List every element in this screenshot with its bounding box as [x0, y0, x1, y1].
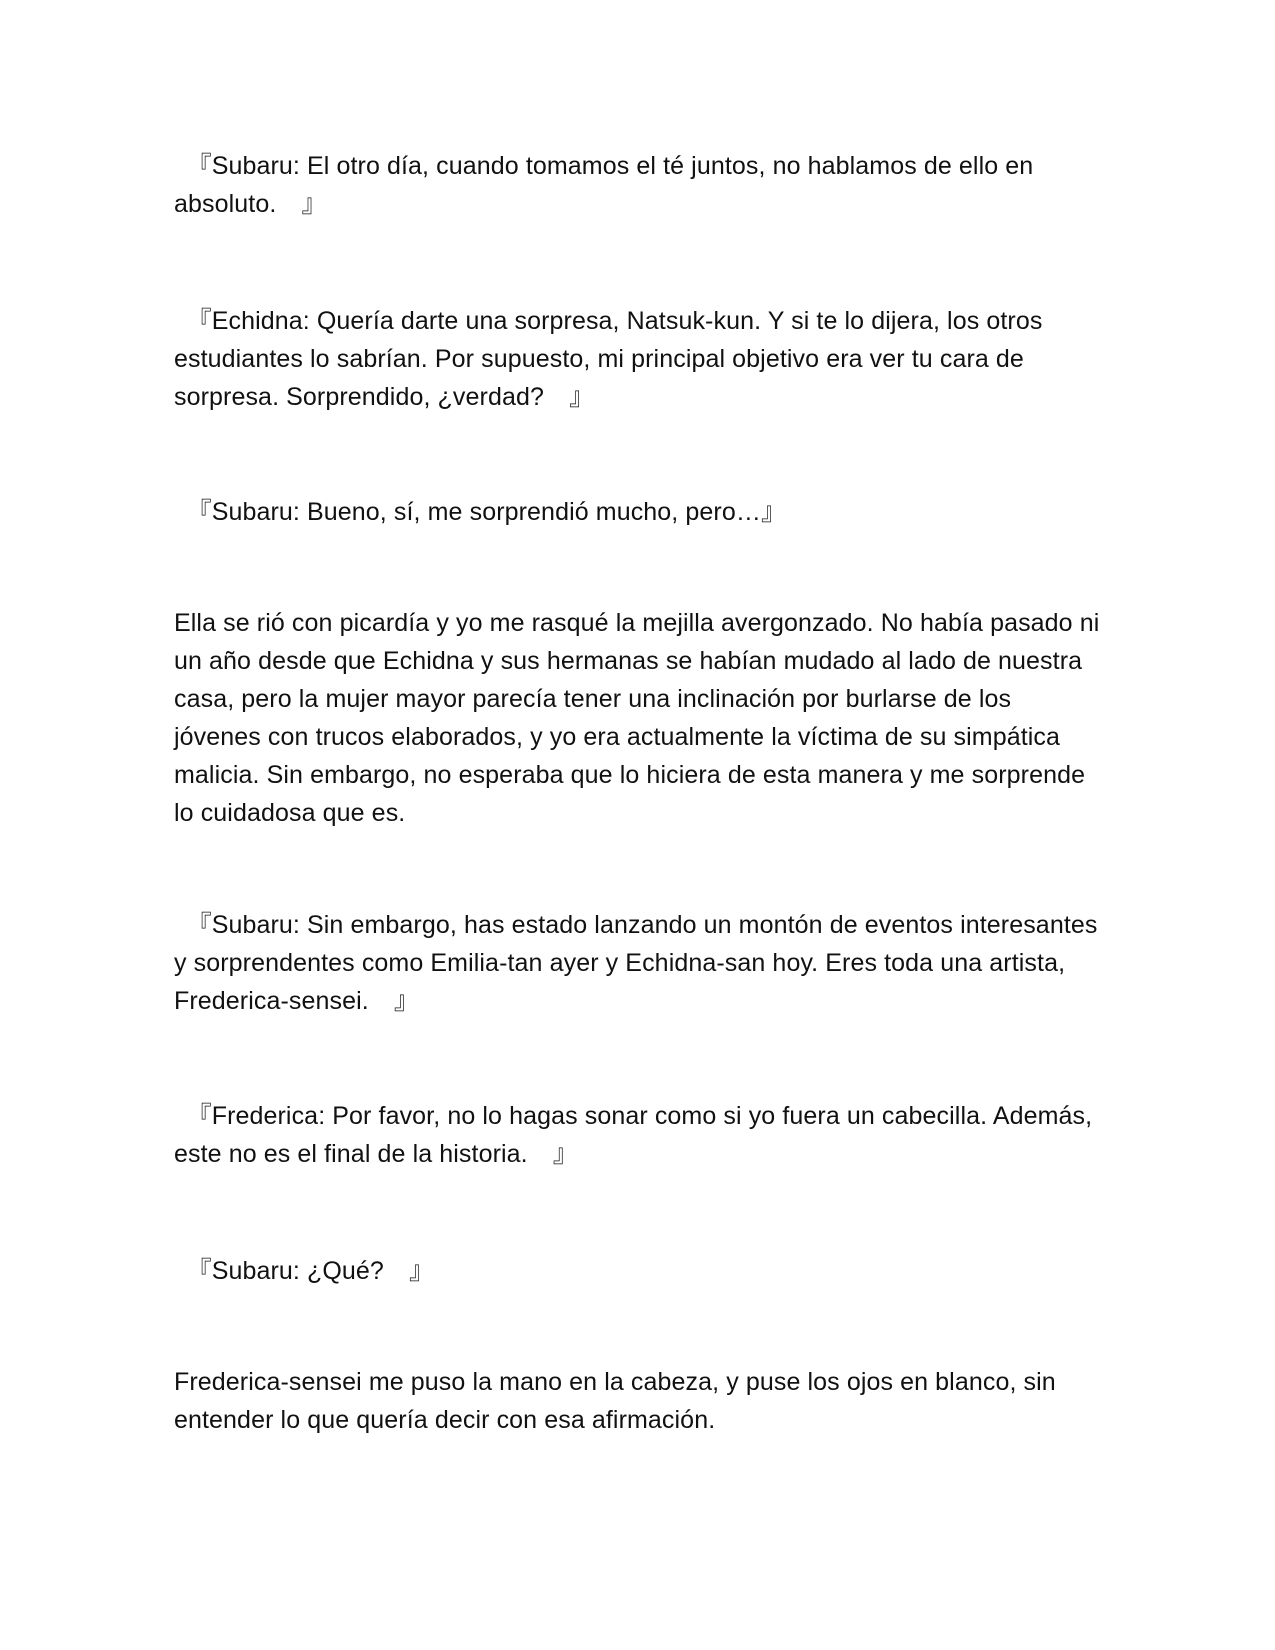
- dialogue-subaru-artist: 『Subaru: Sin embargo, has estado lanzando un montón de eventos interesantes y sorprendentes como Emilia-tan ayer y Echidna-san hoy. Eres toda una artista, Frederica-sensei. 』: [174, 911, 1098, 1015]
- dialogue-subaru-tea: 『Subaru: El otro día, cuando tomamos el té juntos, no hablamos de ello en absoluto. 』: [174, 152, 1034, 218]
- narration-closing: Frederica-sensei me puso la mano en la cabeza, y puse los ojos en blanco, sin entender lo que quería decir con esa afirmación.: [174, 1368, 1056, 1434]
- dialogue-echidna-surprise: 『Echidna: Quería darte una sorpresa, Natsuk-kun. Y si te lo dijera, los otros estudiantes lo sabrían. Por supuesto, mi principal objetivo era ver tu cara de sorpresa. Sorprendido, ¿verdad? 』: [174, 307, 1043, 411]
- dialogue-subaru-surprised: 『Subaru: Bueno, sí, me sorprendió mucho, pero…』: [174, 498, 787, 526]
- narration-paragraph: Ella se rió con picardía y yo me rasqué la mejilla avergonzado. No había pasado ni un año desde que Echidna y sus hermanas se habían mudado al lado de nuestra casa, pero la mujer mayor parecía tener una inclinación por burlarse de los jóvenes con trucos elaborados, y yo era actualmente la víctima de su simpática malicia. Sin embargo, no esperaba que lo hiciera de esta manera y me sorprende lo cuidadosa que es.: [174, 609, 1100, 827]
- dialogue-subaru-que: 『Subaru: ¿Qué? 』: [174, 1257, 435, 1285]
- dialogue-frederica: 『Frederica: Por favor, no lo hagas sonar como si yo fuera un cabecilla. Además, este no es el final de la historia. 』: [174, 1102, 1093, 1168]
